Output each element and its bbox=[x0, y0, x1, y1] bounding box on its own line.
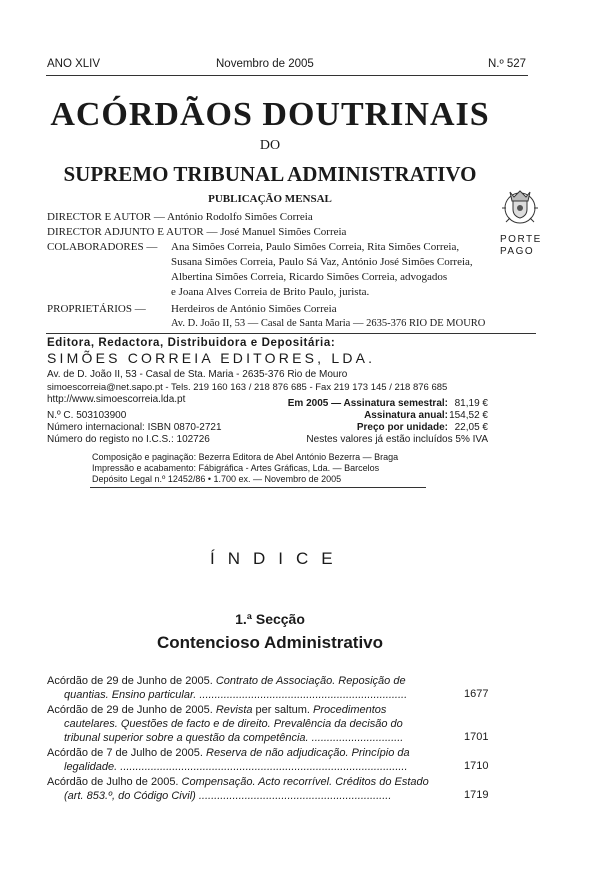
publication-frequency: PUBLICAÇÃO MENSAL bbox=[208, 193, 332, 205]
price-semestral-label: Em 2005 — Assinatura semestral: bbox=[287, 398, 448, 409]
index-heading: ÍNDICE bbox=[210, 549, 346, 568]
editor-address: Av. de D. João II, 53 - Casal de Sta. Maria - 2635-376 Rio de Mouro bbox=[47, 369, 348, 380]
index-entry-3-page: 1710 bbox=[464, 760, 489, 772]
index-entry-2-page: 1701 bbox=[464, 731, 489, 743]
editor-isbn: Número internacional: ISBN 0870-2721 bbox=[47, 422, 222, 433]
production-line-2: Impressão e acabamento: Fábigráfica - Artes Gráficas, Lda. — Barcelos bbox=[92, 463, 380, 473]
owners-address: Av. D. João II, 53 — Casal de Santa Maria — 2635-376 RIO DE MOURO bbox=[171, 318, 486, 329]
journal-subtitle: SUPREMO TRIBUNAL ADMINISTRATIVO bbox=[63, 162, 477, 186]
index-entry-2-line-3: tribunal superior sobre a questão da competência. .............................. bbox=[64, 732, 404, 744]
collaborators-line-1: Ana Simões Correia, Paulo Simões Correia, Rita Simões Correia, bbox=[171, 241, 460, 253]
index-entry-1-line-2: quantias. Ensino particular. .................................................................... bbox=[64, 689, 408, 701]
collaborators-line-4: e Joana Alves Correia de Brito Paulo, jurista. bbox=[171, 286, 370, 298]
price-vat-note: Nestes valores já estão incluídos 5% IVA bbox=[306, 434, 488, 445]
production-line-1: Composição e paginação: Bezerra Editora de Abel António Bezerra — Braga bbox=[92, 452, 399, 462]
index-entry-4-page: 1719 bbox=[464, 789, 489, 801]
price-annual-label: Assinatura anual: bbox=[364, 410, 448, 421]
director-line: DIRECTOR E AUTOR — António Rodolfo Simões Correia bbox=[47, 211, 313, 223]
price-unit-value: 22,05 € bbox=[454, 422, 488, 433]
editor-top-rule bbox=[46, 333, 536, 334]
issue-number: N.º 527 bbox=[488, 58, 527, 70]
postage-line-2: PAGO bbox=[500, 246, 535, 257]
price-annual-value: 154,52 € bbox=[449, 410, 488, 421]
editor-website: http://www.simoescorreia.lda.pt bbox=[47, 394, 186, 405]
editor-nc: N.º C. 503103900 bbox=[47, 410, 127, 421]
deputy-director-line: DIRECTOR ADJUNTO E AUTOR — José Manuel Simões Correia bbox=[47, 226, 347, 238]
index-entry-2-line-1: Acórdão de 29 de Junho de 2005. Revista per saltum. Procedimentos bbox=[47, 704, 387, 716]
title-connector: DO bbox=[259, 138, 281, 153]
index-entry-2-line-2: cautelares. Questões de facto e de direito. Prevalência da decisão do bbox=[64, 718, 403, 730]
index-entry-3-line-1: Acórdão de 7 de Julho de 2005. Reserva de não adjudicação. Princípio da bbox=[47, 747, 410, 759]
issue-date: Novembro de 2005 bbox=[216, 58, 314, 70]
index-entry-3-line-2: legalidade. .............................................................................................. bbox=[64, 761, 408, 773]
collaborators-line-2: Susana Simões Correia, Paulo Sá Vaz, António José Simões Correia, bbox=[171, 256, 473, 268]
owners-label: PROPRIETÁRIOS — bbox=[47, 303, 146, 315]
price-unit-label: Preço por unidade: bbox=[356, 422, 448, 433]
postage-line-1: PORTE bbox=[500, 234, 542, 245]
editor-heading: Editora, Redactora, Distribuidora e Depositária: bbox=[47, 337, 336, 349]
coat-of-arms-icon bbox=[496, 184, 544, 230]
editor-company: SIMÕES CORREIA EDITORES, LDA. bbox=[47, 350, 376, 366]
editor-ics: Número do registo no I.C.S.: 102726 bbox=[47, 434, 210, 445]
price-semestral-value: 81,19 € bbox=[454, 398, 488, 409]
index-section: 1.ª Secção bbox=[235, 611, 305, 627]
editor-contacts: simoescorreia@net.sapo.pt - Tels. 219 160 163 / 218 876 685 - Fax 219 173 145 / 218 876 685 bbox=[47, 382, 448, 393]
collaborators-line-3: Albertina Simões Correia, Ricardo Simões Correia, advogados bbox=[171, 271, 448, 283]
header-rule bbox=[46, 75, 528, 76]
index-entry-1-line-1: Acórdão de 29 de Junho de 2005. Contrato de Associação. Reposição de bbox=[47, 675, 406, 687]
owners-name: Herdeiros de António Simões Correia bbox=[171, 303, 337, 315]
index-section-title: Contencioso Administrativo bbox=[156, 633, 384, 652]
index-entry-4-line-2: (art. 853.º, do Código Civil) ............................................................... bbox=[64, 790, 392, 802]
index-entry-1-page: 1677 bbox=[464, 688, 489, 700]
index-entry-4-line-1: Acórdão de Julho de 2005. Compensação. Acto recorrível. Créditos do Estado bbox=[47, 776, 429, 788]
production-bottom-rule bbox=[90, 487, 426, 488]
production-line-3: Depósito Legal n.º 12452/86 • 1.700 ex. — Novembro de 2005 bbox=[92, 474, 342, 484]
collaborators-label: COLABORADORES — bbox=[47, 241, 158, 253]
journal-title: ACÓRDÃOS DOUTRINAIS bbox=[50, 96, 490, 133]
issue-volume: ANO XLIV bbox=[47, 58, 101, 70]
